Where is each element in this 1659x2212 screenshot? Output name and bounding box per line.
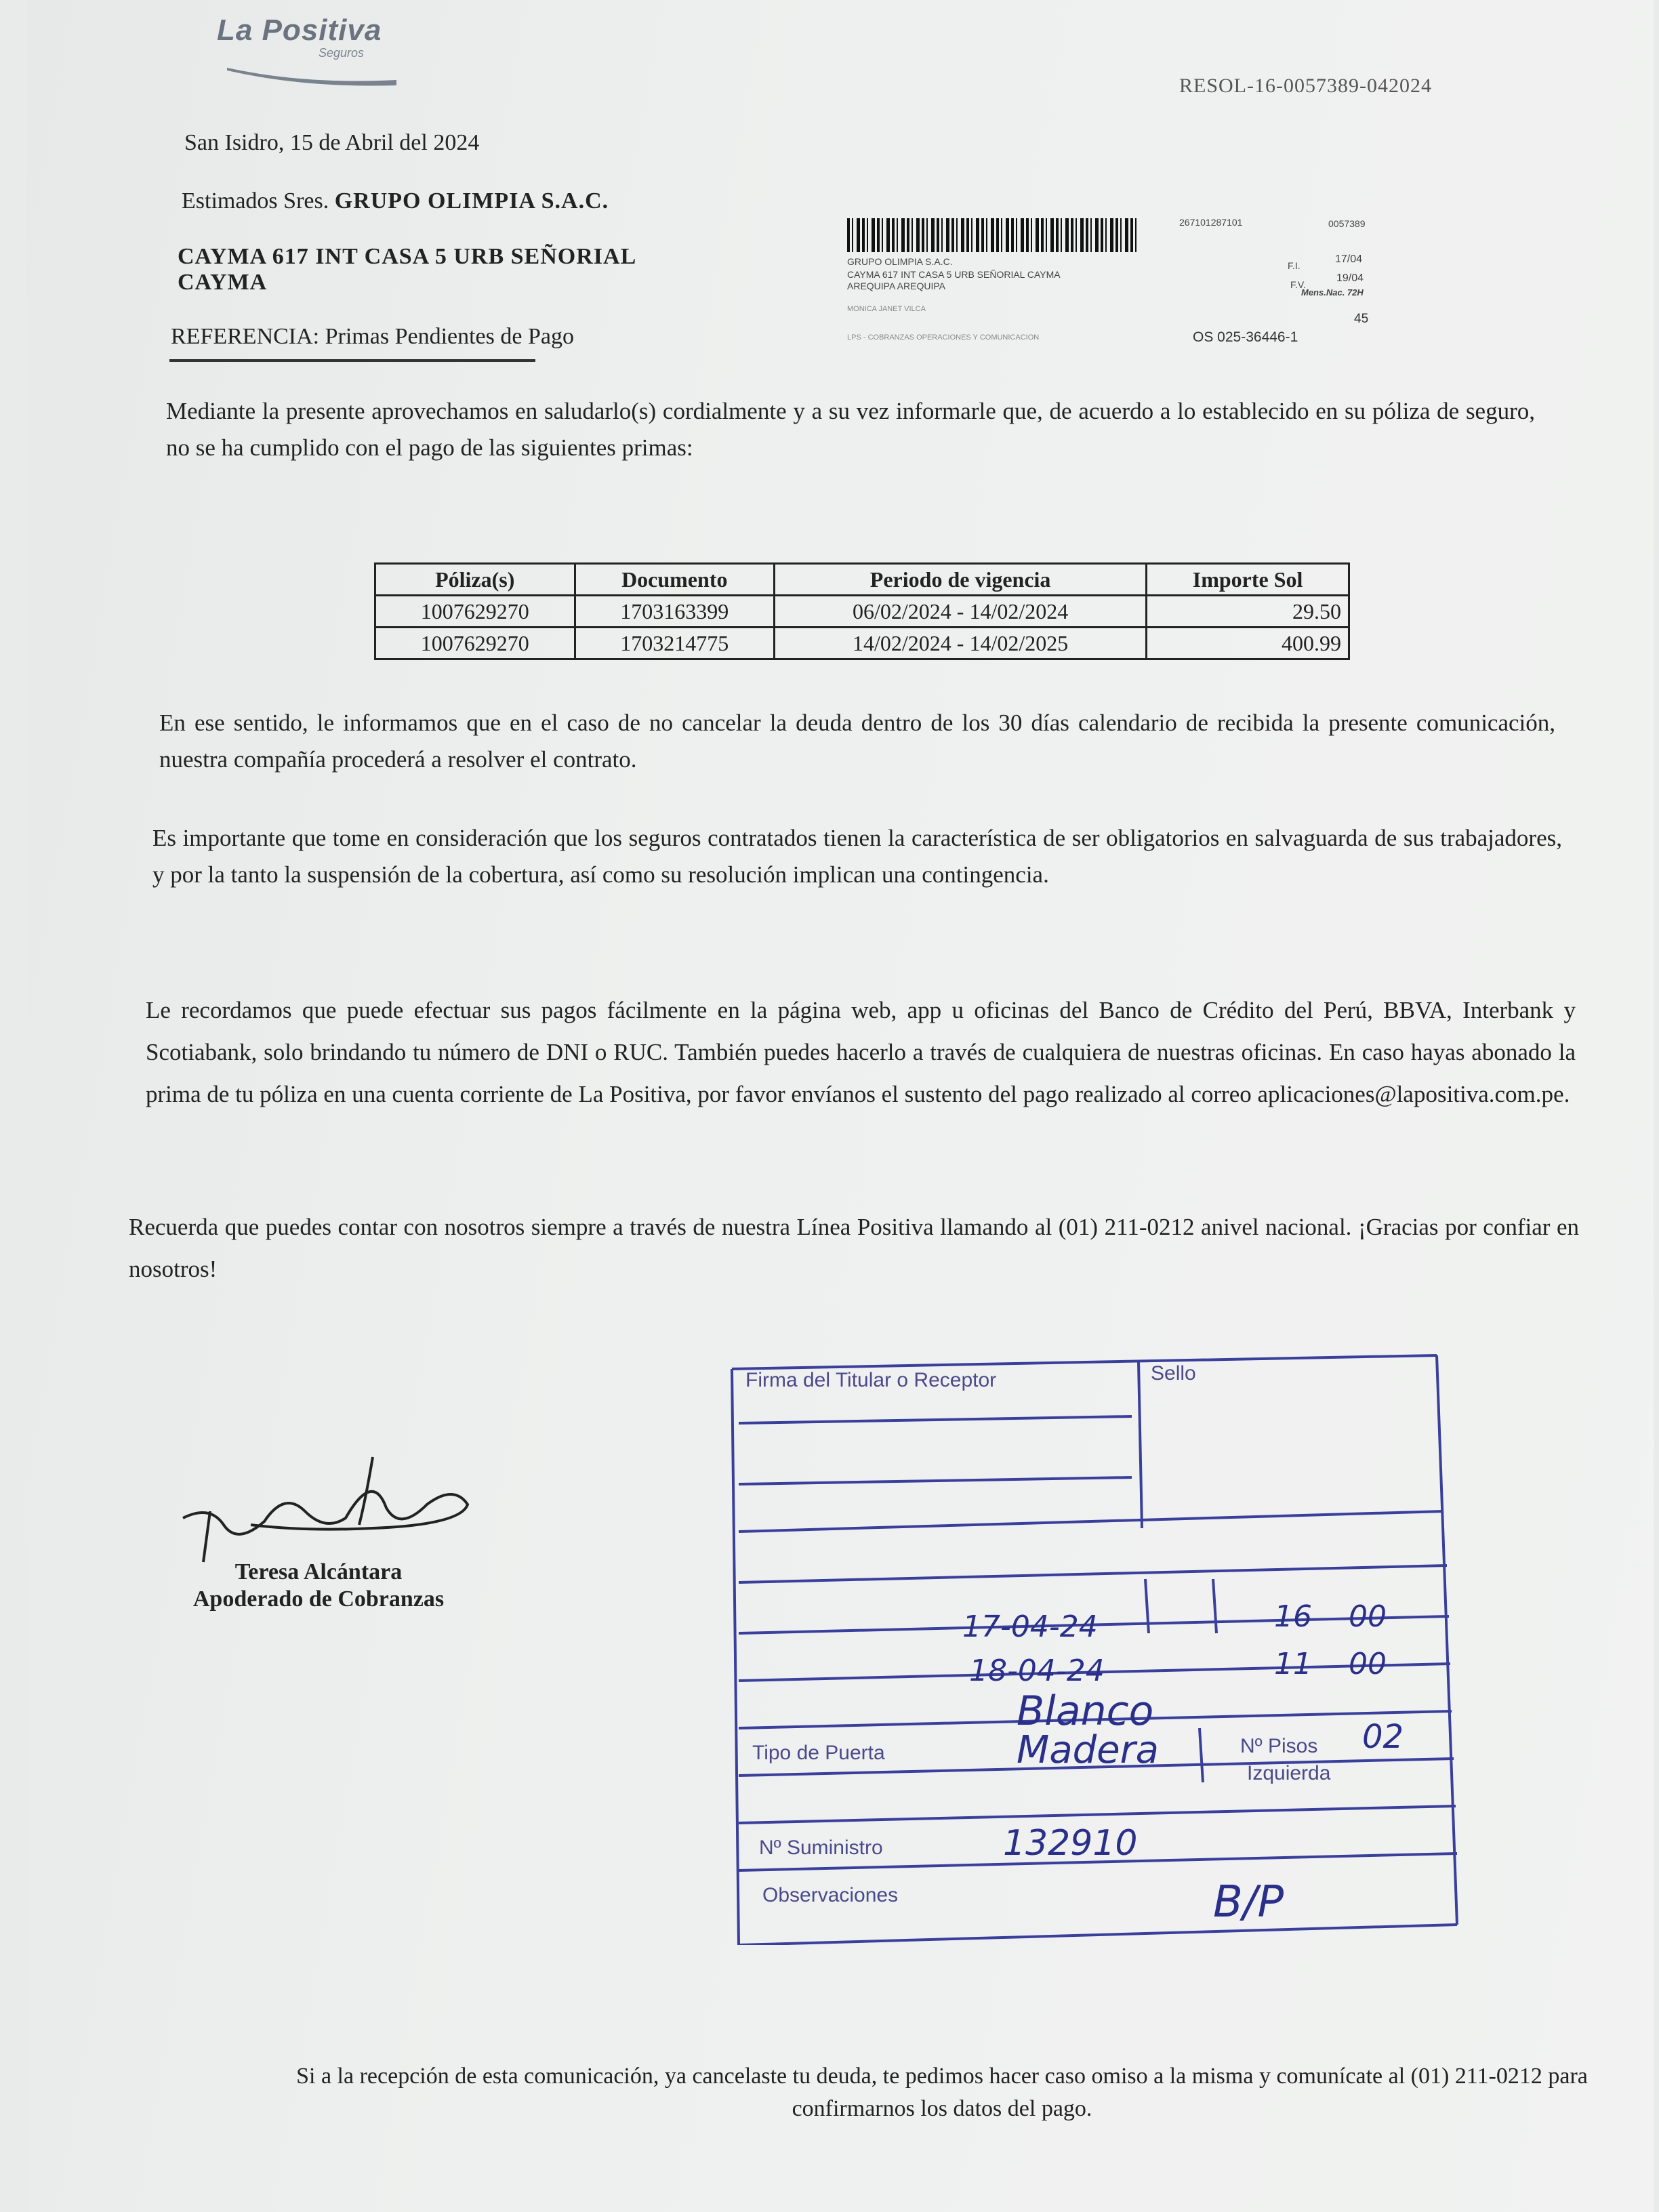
signer-name: Teresa Alcántara <box>234 1559 403 1584</box>
table-row <box>375 628 1349 659</box>
greeting-prefix: Estimados Sres. <box>182 188 329 213</box>
supply-handwritten: 132910 <box>1003 1823 1138 1864</box>
cell-document: 1703214775 <box>575 628 775 659</box>
label-fv-value: 19/04 <box>1336 272 1364 284</box>
label-fi-value: 17/04 <box>1335 253 1363 265</box>
stamp-sello-label: Sello <box>1151 1362 1196 1385</box>
color-handwritten: Blanco <box>1017 1687 1154 1735</box>
letter-date: San Isidro, 15 de Abril del 2024 <box>184 130 480 155</box>
cell-period: 06/02/2024 - 14/02/2024 <box>775 596 1147 628</box>
label-contact: MONICA JANET VILCA <box>847 305 926 313</box>
cell-amount: 400.99 <box>1147 628 1349 659</box>
barcode <box>847 218 1139 252</box>
label-mens: Mens.Nac. 72H <box>1301 287 1364 298</box>
paragraph-deadline: En ese sentido, le informamos que en el caso de no cancelar la deuda dentro de los 30 días calendario de recibida la presente comunicación, nuestra compañía procederá a resolver el contrato. <box>159 710 1555 773</box>
signer-title: Apoderado de Cobranzas <box>192 1586 445 1612</box>
table-row <box>375 596 1349 628</box>
logo-brand: La Positiva <box>217 14 382 47</box>
cell-period: 14/02/2024 - 14/02/2025 <box>775 628 1147 659</box>
stamp-firma-label: Firma del Titular o Receptor <box>745 1369 997 1391</box>
courier-label <box>827 203 1396 359</box>
visit2-date-handwritten: 18-04-24 <box>969 1654 1105 1688</box>
label-os-number: OS 025-36446-1 <box>1193 329 1298 345</box>
label-name: GRUPO OLIMPIA S.A.C. <box>847 256 953 267</box>
visit1-hour-handwritten: 16 <box>1274 1599 1312 1634</box>
paragraph-payment-options: Le recordamos que puede efectuar sus pagos fácilmente en la página web, app u oficinas del Banco de Crédito del Perú, BBVA, Interbank y Scotiabank, solo brindando tu número de DNI o RUC. También puedes hacerlo a través de cualquiera de nuestras oficinas. En caso hayas abonado la prima de tu póliza en una cuenta corriente de La Positiva, por favor envíanos el sustento del pago realizado al correo aplicaciones@lapositiva.com.pe. <box>146 997 1576 1107</box>
greeting <box>182 188 609 214</box>
barcode-id: 267101287101 <box>1179 217 1243 228</box>
resolution-number: RESOL-16-0057389-042024 <box>1179 75 1432 97</box>
label-number: 45 <box>1354 312 1369 326</box>
cell-policy: 1007629270 <box>375 596 575 628</box>
visit1-date-handwritten: 17-04-24 <box>962 1610 1098 1644</box>
col-header-policy: Póliza(s) <box>375 564 575 596</box>
address-line-1: CAYMA 617 INT CASA 5 URB SEÑORIAL <box>178 244 637 269</box>
delivery-stamp <box>725 1349 1511 1945</box>
logo-subtitle: Seguros <box>319 46 365 60</box>
pending-premiums-table <box>374 562 1350 660</box>
recipient-name: GRUPO OLIMPIA S.A.C. <box>334 188 609 213</box>
floors-handwritten: 02 <box>1362 1718 1404 1756</box>
cell-policy: 1007629270 <box>375 628 575 659</box>
recipient-address <box>178 244 720 295</box>
label-department: LPS - COBRANZAS OPERACIONES Y COMUNICACION <box>847 333 1040 342</box>
address-line-2: CAYMA <box>178 270 268 295</box>
col-header-document: Documento <box>575 564 775 596</box>
label-address-2: AREQUIPA AREQUIPA <box>847 281 945 291</box>
stamp-supply-label: Nº Suministro <box>759 1837 883 1859</box>
stamp-floors-label: Nº Pisos <box>1240 1735 1318 1757</box>
label-fv-caption: F.V. <box>1290 279 1306 290</box>
cell-amount: 29.50 <box>1147 596 1349 628</box>
stamp-observations-label: Observaciones <box>762 1884 899 1906</box>
visit2-hour-handwritten: 11 <box>1274 1647 1312 1681</box>
logo-swoosh-icon <box>224 54 400 88</box>
paragraph-intro: Mediante la presente aprovechamos en saludarlo(s) cordialmente y a su vez informarle que, de acuerdo a lo establecido en su póliza de seguro, no se ha cumplido con el pago de las siguientes primas: <box>166 398 1535 461</box>
observations-handwritten: B/P <box>1213 1877 1284 1927</box>
footer-note: Si a la recepción de esta comunicación, ya cancelaste tu deuda, te pedimos hacer caso omiso a la misma y comunícate al (01) 211-0212 para confirmarnos los datos del pago. <box>296 2064 1588 2121</box>
paragraph-importance: Es importante que tome en consideración que los seguros contratados tienen la característica de ser obligatorios en salvaguarda de sus trabajadores, y por la tanto la suspensión de la cobertura, así como su resolución implican una contingencia. <box>152 825 1562 888</box>
cell-document: 1703163399 <box>575 596 775 628</box>
stamp-door-label: Tipo de Puerta <box>752 1742 885 1764</box>
signer-block <box>149 1559 488 1613</box>
visit2-min-handwritten: 00 <box>1349 1647 1387 1681</box>
reference-underline <box>169 359 535 362</box>
label-address-1: CAYMA 617 INT CASA 5 URB SEÑORIAL CAYMA <box>847 269 1061 280</box>
col-header-period: Periodo de vigencia <box>775 564 1147 596</box>
door-handwritten: Madera <box>1017 1728 1159 1772</box>
la-positiva-logo <box>217 14 420 88</box>
stamp-left-label: Izquierda <box>1247 1762 1331 1784</box>
label-code: 0057389 <box>1328 218 1366 229</box>
reference-line: REFERENCIA: Primas Pendientes de Pago <box>171 324 574 349</box>
col-header-amount: Importe Sol <box>1147 564 1349 596</box>
letter-page <box>27 0 1654 2212</box>
paragraph-contact: Recuerda que puedes contar con nosotros siempre a través de nuestra Línea Positiva llamando al (01) 211-0212 anivel nacional. ¡Gracias por confiar en nosotros! <box>129 1214 1579 1282</box>
table-header-row <box>375 564 1349 596</box>
label-fi-caption: F.I. <box>1288 260 1300 271</box>
visit1-min-handwritten: 00 <box>1349 1599 1387 1634</box>
